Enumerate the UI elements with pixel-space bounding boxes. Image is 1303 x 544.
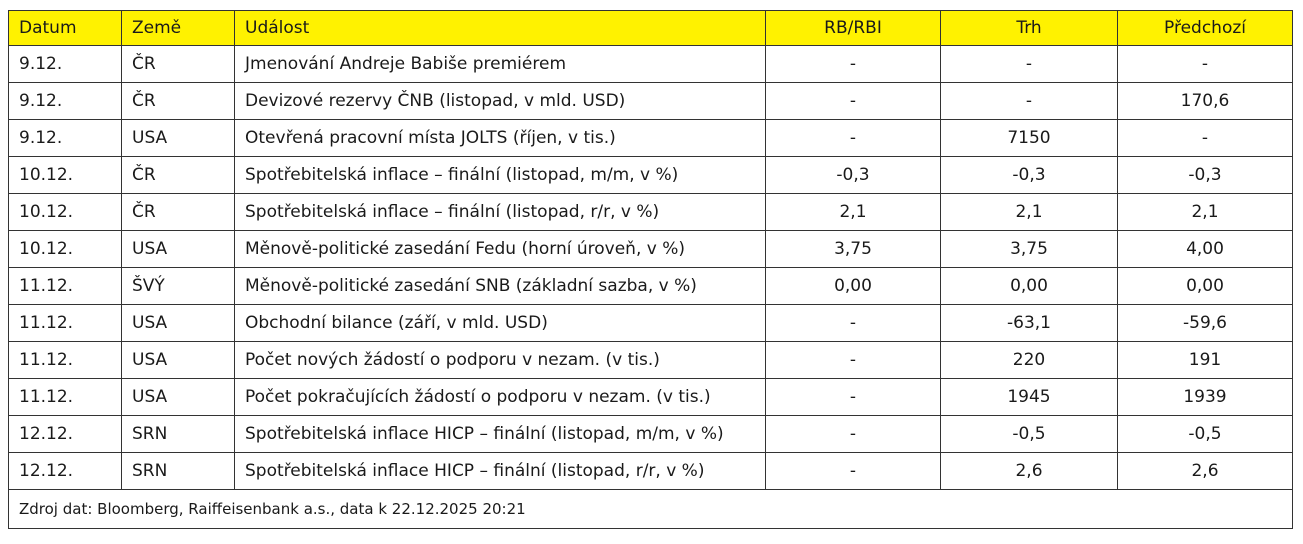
cell-previous: -0,5: [1118, 416, 1293, 453]
cell-rb: -: [766, 83, 941, 120]
source-note: Zdroj dat: Bloomberg, Raiffeisenbank a.s., data k 22.12.2025 20:21: [9, 490, 1293, 529]
cell-event: Spotřebitelská inflace – finální (listopad, r/r, v %): [235, 194, 766, 231]
table-row: [9, 453, 1293, 490]
cell-date: 9.12.: [9, 120, 122, 157]
cell-country: USA: [122, 305, 235, 342]
column-header-event: Událost: [235, 11, 766, 46]
table-row: [9, 157, 1293, 194]
cell-country: ČR: [122, 194, 235, 231]
cell-event: Měnově-politické zasedání SNB (základní sazba, v %): [235, 268, 766, 305]
cell-rb: -: [766, 46, 941, 83]
cell-date: 11.12.: [9, 379, 122, 416]
table-row: [9, 46, 1293, 83]
cell-event: Obchodní bilance (září, v mld. USD): [235, 305, 766, 342]
source-row: [9, 490, 1293, 529]
cell-date: 11.12.: [9, 342, 122, 379]
cell-rb: -: [766, 453, 941, 490]
cell-date: 9.12.: [9, 46, 122, 83]
cell-event: Počet nových žádostí o podporu v nezam. (v tis.): [235, 342, 766, 379]
cell-market: 2,1: [941, 194, 1118, 231]
cell-rb: -: [766, 342, 941, 379]
cell-market: -0,5: [941, 416, 1118, 453]
cell-rb: -: [766, 379, 941, 416]
cell-country: USA: [122, 342, 235, 379]
cell-event: Devizové rezervy ČNB (listopad, v mld. USD): [235, 83, 766, 120]
column-header-date: Datum: [9, 11, 122, 46]
cell-event: Otevřená pracovní místa JOLTS (říjen, v tis.): [235, 120, 766, 157]
cell-rb: 0,00: [766, 268, 941, 305]
column-header-market: Trh: [941, 11, 1118, 46]
cell-market: 1945: [941, 379, 1118, 416]
cell-date: 10.12.: [9, 157, 122, 194]
cell-market: 220: [941, 342, 1118, 379]
table-row: [9, 231, 1293, 268]
cell-previous: 191: [1118, 342, 1293, 379]
table-row: [9, 416, 1293, 453]
cell-previous: 2,6: [1118, 453, 1293, 490]
cell-previous: 170,6: [1118, 83, 1293, 120]
cell-date: 12.12.: [9, 416, 122, 453]
cell-market: -63,1: [941, 305, 1118, 342]
table-row: [9, 120, 1293, 157]
cell-country: USA: [122, 120, 235, 157]
cell-market: 2,6: [941, 453, 1118, 490]
calendar-table-wrapper: [8, 10, 1292, 529]
table-row: [9, 305, 1293, 342]
cell-previous: -: [1118, 120, 1293, 157]
cell-rb: -: [766, 416, 941, 453]
cell-date: 10.12.: [9, 231, 122, 268]
cell-event: Jmenování Andreje Babiše premiérem: [235, 46, 766, 83]
cell-event: Spotřebitelská inflace HICP – finální (listopad, m/m, v %): [235, 416, 766, 453]
cell-country: ŠVÝ: [122, 268, 235, 305]
cell-date: 10.12.: [9, 194, 122, 231]
cell-date: 12.12.: [9, 453, 122, 490]
table-body: [9, 46, 1293, 490]
table-row: [9, 268, 1293, 305]
cell-market: -: [941, 83, 1118, 120]
cell-country: SRN: [122, 453, 235, 490]
table-row: [9, 342, 1293, 379]
cell-previous: -0,3: [1118, 157, 1293, 194]
cell-market: 0,00: [941, 268, 1118, 305]
cell-previous: 2,1: [1118, 194, 1293, 231]
cell-country: SRN: [122, 416, 235, 453]
cell-previous: 0,00: [1118, 268, 1293, 305]
cell-market: 3,75: [941, 231, 1118, 268]
cell-country: ČR: [122, 83, 235, 120]
cell-country: ČR: [122, 157, 235, 194]
cell-country: USA: [122, 231, 235, 268]
table-row: [9, 194, 1293, 231]
column-header-country: Země: [122, 11, 235, 46]
column-header-rb: RB/RBI: [766, 11, 941, 46]
cell-event: Měnově-politické zasedání Fedu (horní úroveň, v %): [235, 231, 766, 268]
economic-calendar-table: [8, 10, 1293, 529]
cell-previous: -59,6: [1118, 305, 1293, 342]
cell-event: Spotřebitelská inflace – finální (listopad, m/m, v %): [235, 157, 766, 194]
cell-rb: 3,75: [766, 231, 941, 268]
table-row: [9, 83, 1293, 120]
cell-country: ČR: [122, 46, 235, 83]
column-header-previous: Předchozí: [1118, 11, 1293, 46]
cell-date: 9.12.: [9, 83, 122, 120]
table-header-row: [9, 11, 1293, 46]
cell-previous: -: [1118, 46, 1293, 83]
cell-event: Počet pokračujících žádostí o podporu v nezam. (v tis.): [235, 379, 766, 416]
cell-rb: 2,1: [766, 194, 941, 231]
cell-event: Spotřebitelská inflace HICP – finální (listopad, r/r, v %): [235, 453, 766, 490]
cell-previous: 1939: [1118, 379, 1293, 416]
cell-rb: -: [766, 305, 941, 342]
cell-date: 11.12.: [9, 305, 122, 342]
cell-previous: 4,00: [1118, 231, 1293, 268]
cell-market: -: [941, 46, 1118, 83]
cell-market: 7150: [941, 120, 1118, 157]
table-row: [9, 379, 1293, 416]
cell-rb: -0,3: [766, 157, 941, 194]
cell-date: 11.12.: [9, 268, 122, 305]
cell-country: USA: [122, 379, 235, 416]
cell-market: -0,3: [941, 157, 1118, 194]
cell-rb: -: [766, 120, 941, 157]
